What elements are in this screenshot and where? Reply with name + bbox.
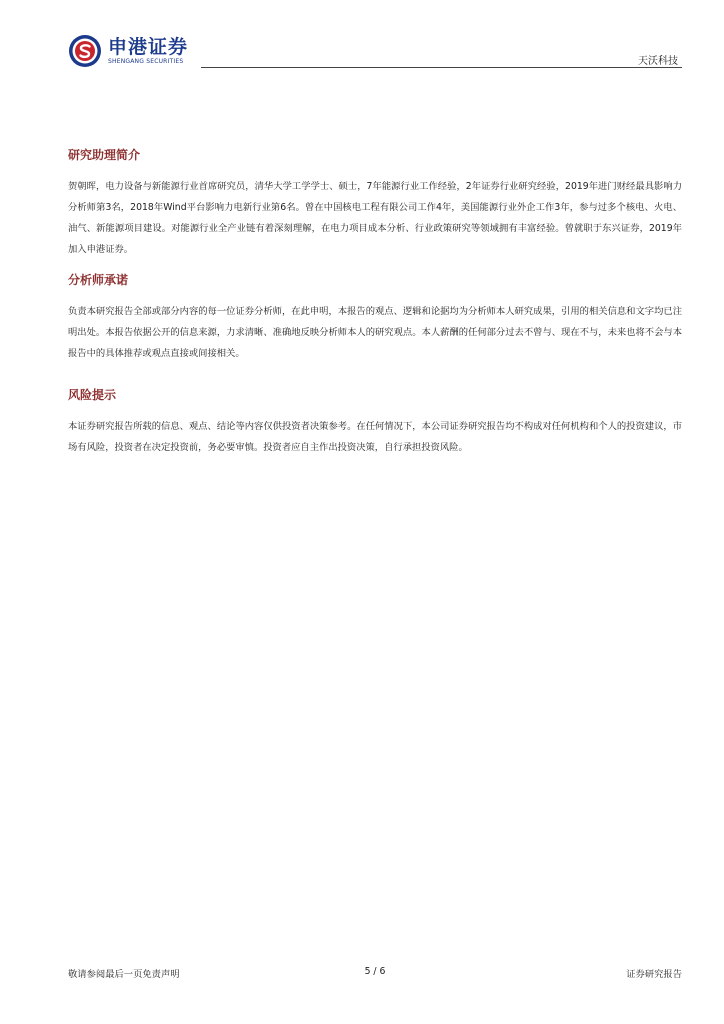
section-body: 负责本研究报告全部或部分内容的每一位证券分析师，在此申明，本报告的观点、逻辑和论据均为分析师本人研究成果，引用的相关信息和文字均已注明出处。本报告依据公开的信息来源，力求清晰、准确地反映分析师本人的研究观点。本人薪酬的任何部分过去不曾与、现在不与，未来也将不会与本报告中的具体推荐或观点直接或间接相关。 [68, 306, 682, 359]
section-risk-warning [68, 388, 682, 458]
logo-english-name: SHENGANG SECURITIES [108, 58, 184, 65]
header-divider [201, 67, 682, 68]
section-title: 风险提示 [68, 388, 117, 402]
footer-report-type: 证券研究报告 [626, 969, 682, 980]
section-analyst-commitment [68, 273, 682, 364]
header-company-name: 天沃科技 [638, 56, 678, 67]
section-title: 分析师承诺 [68, 273, 129, 287]
company-logo [68, 34, 188, 68]
section-body: 贺朝晖，电力设备与新能源行业首席研究员，清华大学工学学士、硕士，7年能源行业工作经验，2年证券行业研究经验，2019年进门财经最具影响力分析师第3名，2018年Wind平台影响力电新行业第6名。曾在中国核电工程有限公司工作4年，美国能源行业外企工作3年，参与过多个核电、火电、油气、新能源项目建设。对能源行业全产业链有着深刻理解，在电力项目成本分析、行业政策研究等领域拥有丰富经验。曾就职于东兴证券，2019年加入申港证券。 [68, 181, 682, 255]
page-number: 5 / 6 [364, 966, 386, 977]
section-research-assistant [68, 148, 682, 260]
page-footer [68, 966, 682, 980]
section-body: 本证券研究报告所载的信息、观点、结论等内容仅供投资者决策参考。在任何情况下，本公司证券研究报告均不构成对任何机构和个人的投资建议，市场有风险，投资者在决定投资前，务必要审慎。投资者应自主作出投资决策，自行承担投资风险。 [68, 421, 682, 453]
logo-chinese-name: 申港证券 [108, 36, 189, 58]
page-header [68, 34, 682, 70]
section-title: 研究助理简介 [68, 148, 141, 162]
shengang-logo-icon [68, 34, 102, 68]
footer-disclaimer-note: 敬请参阅最后一页免责声明 [68, 969, 180, 980]
